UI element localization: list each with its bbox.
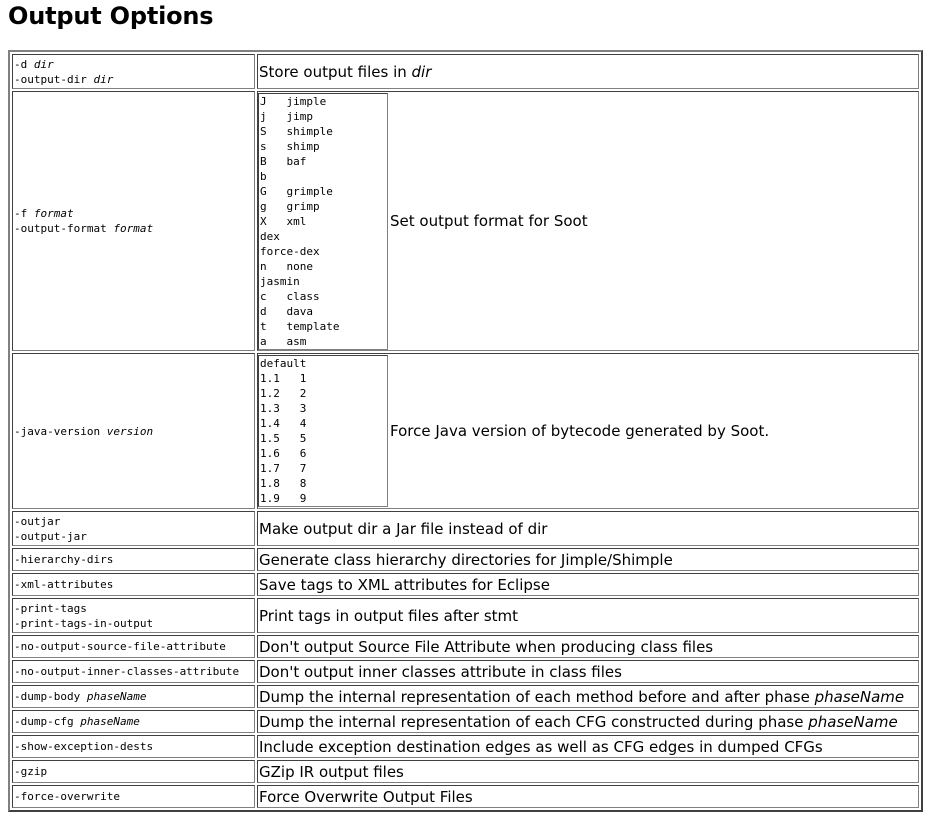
option-flag: -no-output-source-file-attribute — [14, 640, 226, 653]
option-flags-cell — [12, 353, 255, 509]
values-table — [258, 93, 918, 350]
option-flag: -output-format format — [14, 222, 154, 235]
option-flags-cell — [12, 710, 255, 733]
option-flag: -output-jar — [14, 529, 87, 543]
option-row-dump-body — [12, 685, 919, 708]
value-item: J jimple — [260, 94, 327, 108]
values-list — [258, 355, 388, 507]
option-description: Include exception destination edges as well as CFG edges in dumped CFGs — [257, 735, 919, 758]
option-description: Store output files in dir — [257, 54, 919, 89]
option-row-output-jar — [12, 511, 919, 546]
option-flags-cell — [12, 91, 255, 351]
option-flags-cell — [12, 598, 255, 633]
value-item: G grimple — [260, 184, 333, 198]
value-item: 1.9 9 — [260, 492, 307, 505]
option-row-show-exception-dests — [12, 735, 919, 758]
value-item: t template — [260, 319, 340, 333]
option-flag: -print-tags — [14, 601, 87, 615]
page-title: Output Options — [8, 2, 214, 30]
option-flags-cell — [12, 735, 255, 758]
output-options-table — [8, 50, 923, 812]
option-description: Don't output inner classes attribute in class files — [257, 660, 919, 683]
option-flag: -dump-cfg phaseName — [14, 715, 140, 728]
option-row-output-dir — [12, 54, 919, 89]
values-list — [258, 93, 388, 350]
option-flag: -print-tags-in-output — [14, 616, 154, 630]
option-flag: -dump-body phaseName — [14, 690, 147, 703]
value-item: 1.1 1 — [260, 372, 307, 385]
value-item: b — [260, 169, 267, 183]
option-flag: -output-dir dir — [14, 72, 114, 86]
value-item: j jimp — [260, 109, 313, 123]
option-description: Dump the internal representation of each CFG constructed during phase phaseName — [257, 710, 919, 733]
option-flag: -no-output-inner-classes-attribute — [14, 665, 240, 678]
option-flags-cell — [12, 760, 255, 783]
value-item: a asm — [260, 334, 307, 348]
option-flags-cell — [12, 685, 255, 708]
value-item: 1.6 6 — [260, 447, 307, 460]
value-item: 1.7 7 — [260, 462, 307, 475]
option-row-output-format — [12, 91, 919, 351]
option-flags-cell — [12, 635, 255, 658]
option-row-dump-cfg — [12, 710, 919, 733]
value-item: B baf — [260, 154, 307, 168]
value-item: X xml — [260, 214, 307, 228]
option-row-xml-attributes — [12, 573, 919, 596]
value-item: 1.2 2 — [260, 387, 307, 400]
option-flags-cell — [12, 785, 255, 808]
option-row-force-overwrite — [12, 785, 919, 808]
value-item: g grimp — [260, 199, 320, 213]
value-item: dex — [260, 229, 280, 243]
option-values-and-description — [257, 91, 919, 351]
option-flag: -f format — [14, 207, 74, 220]
option-description: Don't output Source File Attribute when producing class files — [257, 635, 919, 658]
option-flag: -outjar — [14, 514, 61, 528]
value-item: 1.4 4 — [260, 417, 307, 430]
option-values-and-description — [257, 353, 919, 509]
option-description: Generate class hierarchy directories for Jimple/Shimple — [257, 548, 919, 571]
option-description: Save tags to XML attributes for Eclipse — [257, 573, 919, 596]
value-item: n none — [260, 259, 313, 273]
value-item: c class — [260, 289, 320, 303]
option-row-no-output-source-file-attribute — [12, 635, 919, 658]
option-row-gzip — [12, 760, 919, 783]
option-description: GZip IR output files — [257, 760, 919, 783]
option-flags-cell — [12, 548, 255, 571]
value-item: force-dex — [260, 244, 320, 258]
value-item: 1.8 8 — [260, 477, 307, 490]
option-flag: -gzip — [14, 765, 48, 778]
option-description: Make output dir a Jar file instead of dir — [257, 511, 919, 546]
option-flag: -java-version version — [14, 424, 154, 438]
value-item: 1.3 3 — [260, 402, 307, 415]
value-item: s shimp — [260, 139, 320, 153]
option-description: Force Java version of bytecode generated by Soot. — [390, 422, 770, 440]
value-item: default — [260, 357, 307, 370]
option-flags-cell — [12, 573, 255, 596]
option-flags-cell — [12, 54, 255, 89]
option-flag: -d dir — [14, 57, 54, 71]
option-flag: -xml-attributes — [14, 578, 114, 591]
value-item: 1.5 5 — [260, 432, 307, 445]
option-flags-cell — [12, 660, 255, 683]
option-description: Force Overwrite Output Files — [257, 785, 919, 808]
option-row-hierarchy-dirs — [12, 548, 919, 571]
option-flag: -hierarchy-dirs — [14, 553, 114, 566]
value-item: jasmin — [260, 274, 300, 288]
value-item: d dava — [260, 304, 313, 318]
option-description: Dump the internal representation of each method before and after phase phaseName — [257, 685, 919, 708]
value-item: S shimple — [260, 124, 333, 138]
option-row-print-tags — [12, 598, 919, 633]
values-table — [258, 355, 918, 507]
option-description: Set output format for Soot — [390, 212, 588, 230]
option-row-java-version — [12, 353, 919, 509]
option-flag: -force-overwrite — [14, 790, 120, 803]
option-row-no-output-inner-classes-attribute — [12, 660, 919, 683]
option-flags-cell — [12, 511, 255, 546]
option-description: Print tags in output files after stmt — [257, 598, 919, 633]
option-flag: -show-exception-dests — [14, 740, 154, 753]
